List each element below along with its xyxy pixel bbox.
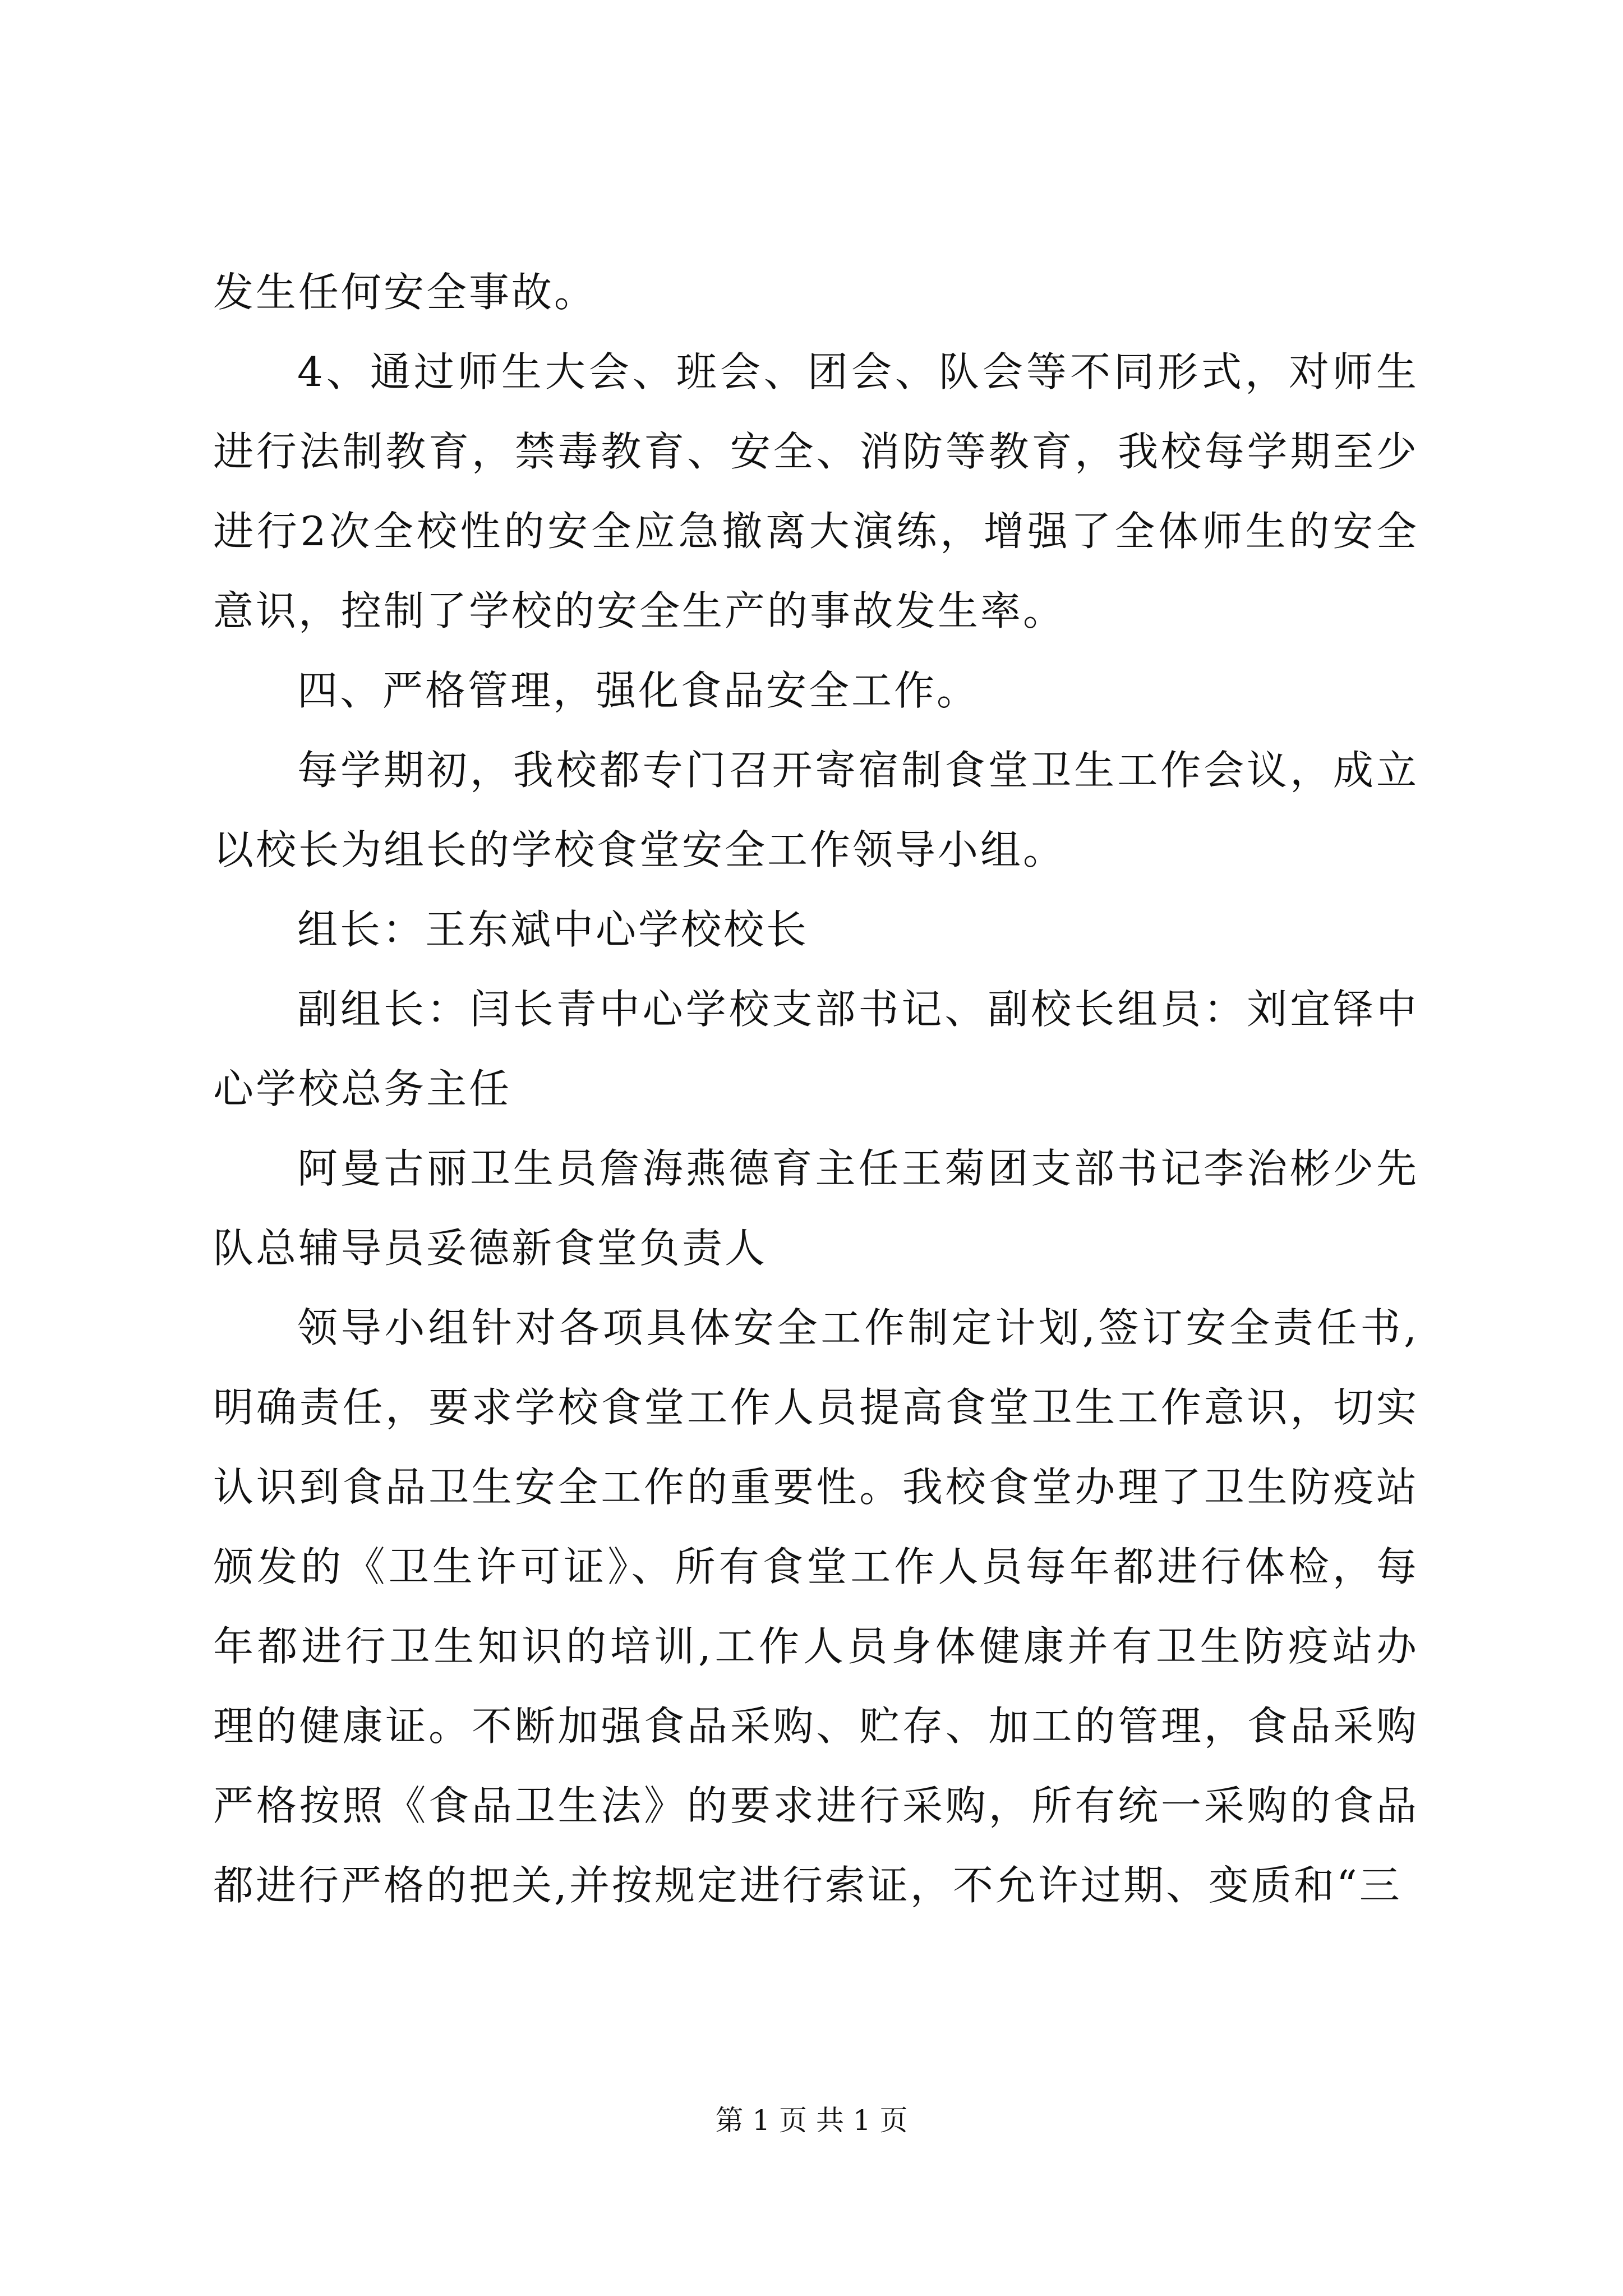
paragraph-4: 每学期初，我校都专门召开寄宿制食堂卫生工作会议，成立以校长为组长的学校食堂安全工作领导小组。 bbox=[213, 747, 1419, 873]
paragraph-3: 四、严格管理，强化食品安全工作。 bbox=[297, 667, 980, 714]
paragraph-7: 阿曼古丽卫生员詹海燕德育主任王菊团支部书记李治彬少先队总辅导员妥德新食堂负责人 bbox=[213, 1145, 1419, 1272]
paragraph-8: 领导小组针对各项具体安全工作制定计划,签订安全责任书,明确责任，要求学校食堂工作人员提高食堂卫生工作意识，切实认识到食品卫生安全工作的重要性。我校食堂办理了卫生防疫站颁发的《卫生许可证》、所有食堂工作人员每年都进行体检，每年都进行卫生知识的培训,工作人员身体健康并有卫生防疫站办理的健康证。不断加强食品采购、贮存、加工的管理，食品采购严格按照《食品卫生法》的要求进行采购，所有统一采购的食品都进行严格的把关,并按规定进行索证，不允许过期、变质和“三 bbox=[213, 1304, 1419, 1909]
page-footer: 第 1 页 共 1 页 bbox=[715, 2104, 908, 2137]
document-body bbox=[213, 252, 1419, 1925]
paragraph-2: 4、通过师生大会、班会、团会、队会等不同形式，对师生进行法制教育，禁毒教育、安全、消防等教育，我校每学期至少进行2次全校性的安全应急撤离大演练，增强了全体师生的安全意识，控制了学校的安全生产的事故发生率。 bbox=[213, 348, 1419, 634]
paragraph-6: 副组长：闫长青中心学校支部书记、副校长组员：刘宜铎中心学校总务主任 bbox=[213, 986, 1419, 1112]
paragraph-1: 发生任何安全事故。 bbox=[213, 269, 597, 316]
paragraph-5: 组长：王东斌中心学校校长 bbox=[297, 906, 809, 953]
